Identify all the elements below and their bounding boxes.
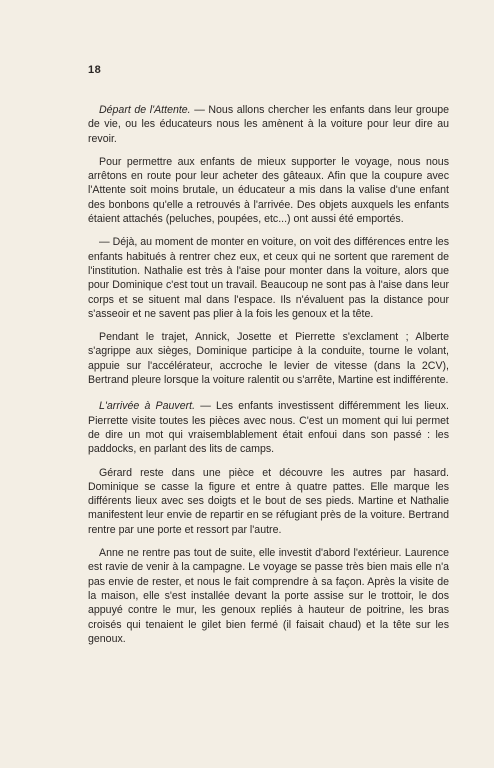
text-column — [88, 103, 449, 655]
paragraph-arrivee — [88, 399, 449, 456]
paragraph — [88, 546, 449, 646]
section-heading-arrivee: L'arrivée à Pauvert. — [99, 400, 196, 413]
paragraph-text: — Les enfants investissent différemment les lieux. Pierrette visite toutes les pièces avec nous. C'est un moment qui lui permet de dire un mot qui vraisemblablement était enfoui dans son passé : les paddocks, en parlant des lits de camps. — [88, 400, 449, 456]
paragraph-text: Pendant le trajet, Annick, Josette et Pierrette s'exclament ; Alberte s'agrippe aux sièges, Dominique participe à la conduite, tourne le volant, appuie sur l'accélérateur, accroche le levier de vitesse (dans la 2CV), Bertrand pleure lorsque la voiture ralentit ou s'arrête, Martine est indifférente. — [88, 331, 449, 387]
section-heading-depart: Départ de l'Attente. — [99, 104, 191, 116]
paragraph-text: — Nous allons chercher les enfants dans leur groupe de vie, ou les éducateurs nous les amènent à la voiture pour leur dire au revoir. — [88, 104, 449, 145]
paragraph-text: — Déjà, au moment de monter en voiture, on voit des différences entre les enfants habitués à rentrer chez eux, et ceux qui ne sortent que rarement de l'institution. Nathalie est très à l'aise pour monter dans la voiture, alors que pour Dominique c'est tout un travail. Beaucoup ne sont pas à l'aise dans leur corps et se situent mal dans l'espace. Ils n'évaluent pas la distance pour s'asseoir et ne savent pas plier à la fois les genoux et la tête. — [88, 236, 449, 320]
paragraph-text: Pour permettre aux enfants de mieux supporter le voyage, nous nous arrêtons en route pour leur acheter des gâteaux. Afin que la coupure avec l'Attente soit moins brutale, un éducateur a mis dans la valise d'une enfant des bonbons qu'elle a retrouvés à l'arrivée. Des objets auxquels les enfants étaient attachés (peluches, poupées, etc...) ont aussi été emportés. — [88, 155, 449, 226]
paragraph — [88, 235, 449, 321]
paragraph — [88, 466, 449, 537]
paragraph — [88, 330, 449, 387]
page-number: 18 — [88, 64, 102, 76]
paragraph — [88, 155, 449, 226]
paragraph-text: Gérard reste dans une pièce et découvre les autres par hasard. Dominique se casse la figure et entre à quatre pattes. Elle marque les différents lieux avec ses doigts et le bout de ses pieds. Martine et Nathalie manifestent leur envie de repartir en se réfugiant près de la voiture. Bertrand rentre par une porte et ressort par l'autre. — [88, 466, 449, 536]
paragraph-depart — [88, 103, 449, 146]
paragraph-text: Anne ne rentre pas tout de suite, elle investit d'abord l'extérieur. Laurence est ravie de venir à la campagne. Le voyage se passe très bien mais elle n'a pas envie de rester, et nous le fait comprendre à sa façon. Après la visite de la maison, elle s'est installée devant la porte assise sur le trottoir, le dos appuyé contre le mur, les genoux repliés à hauteur de poitrine, les bras croisés qui tenaient le gilet bien fermé (il faisait chaud) et la tête sur les genoux. — [88, 547, 449, 645]
